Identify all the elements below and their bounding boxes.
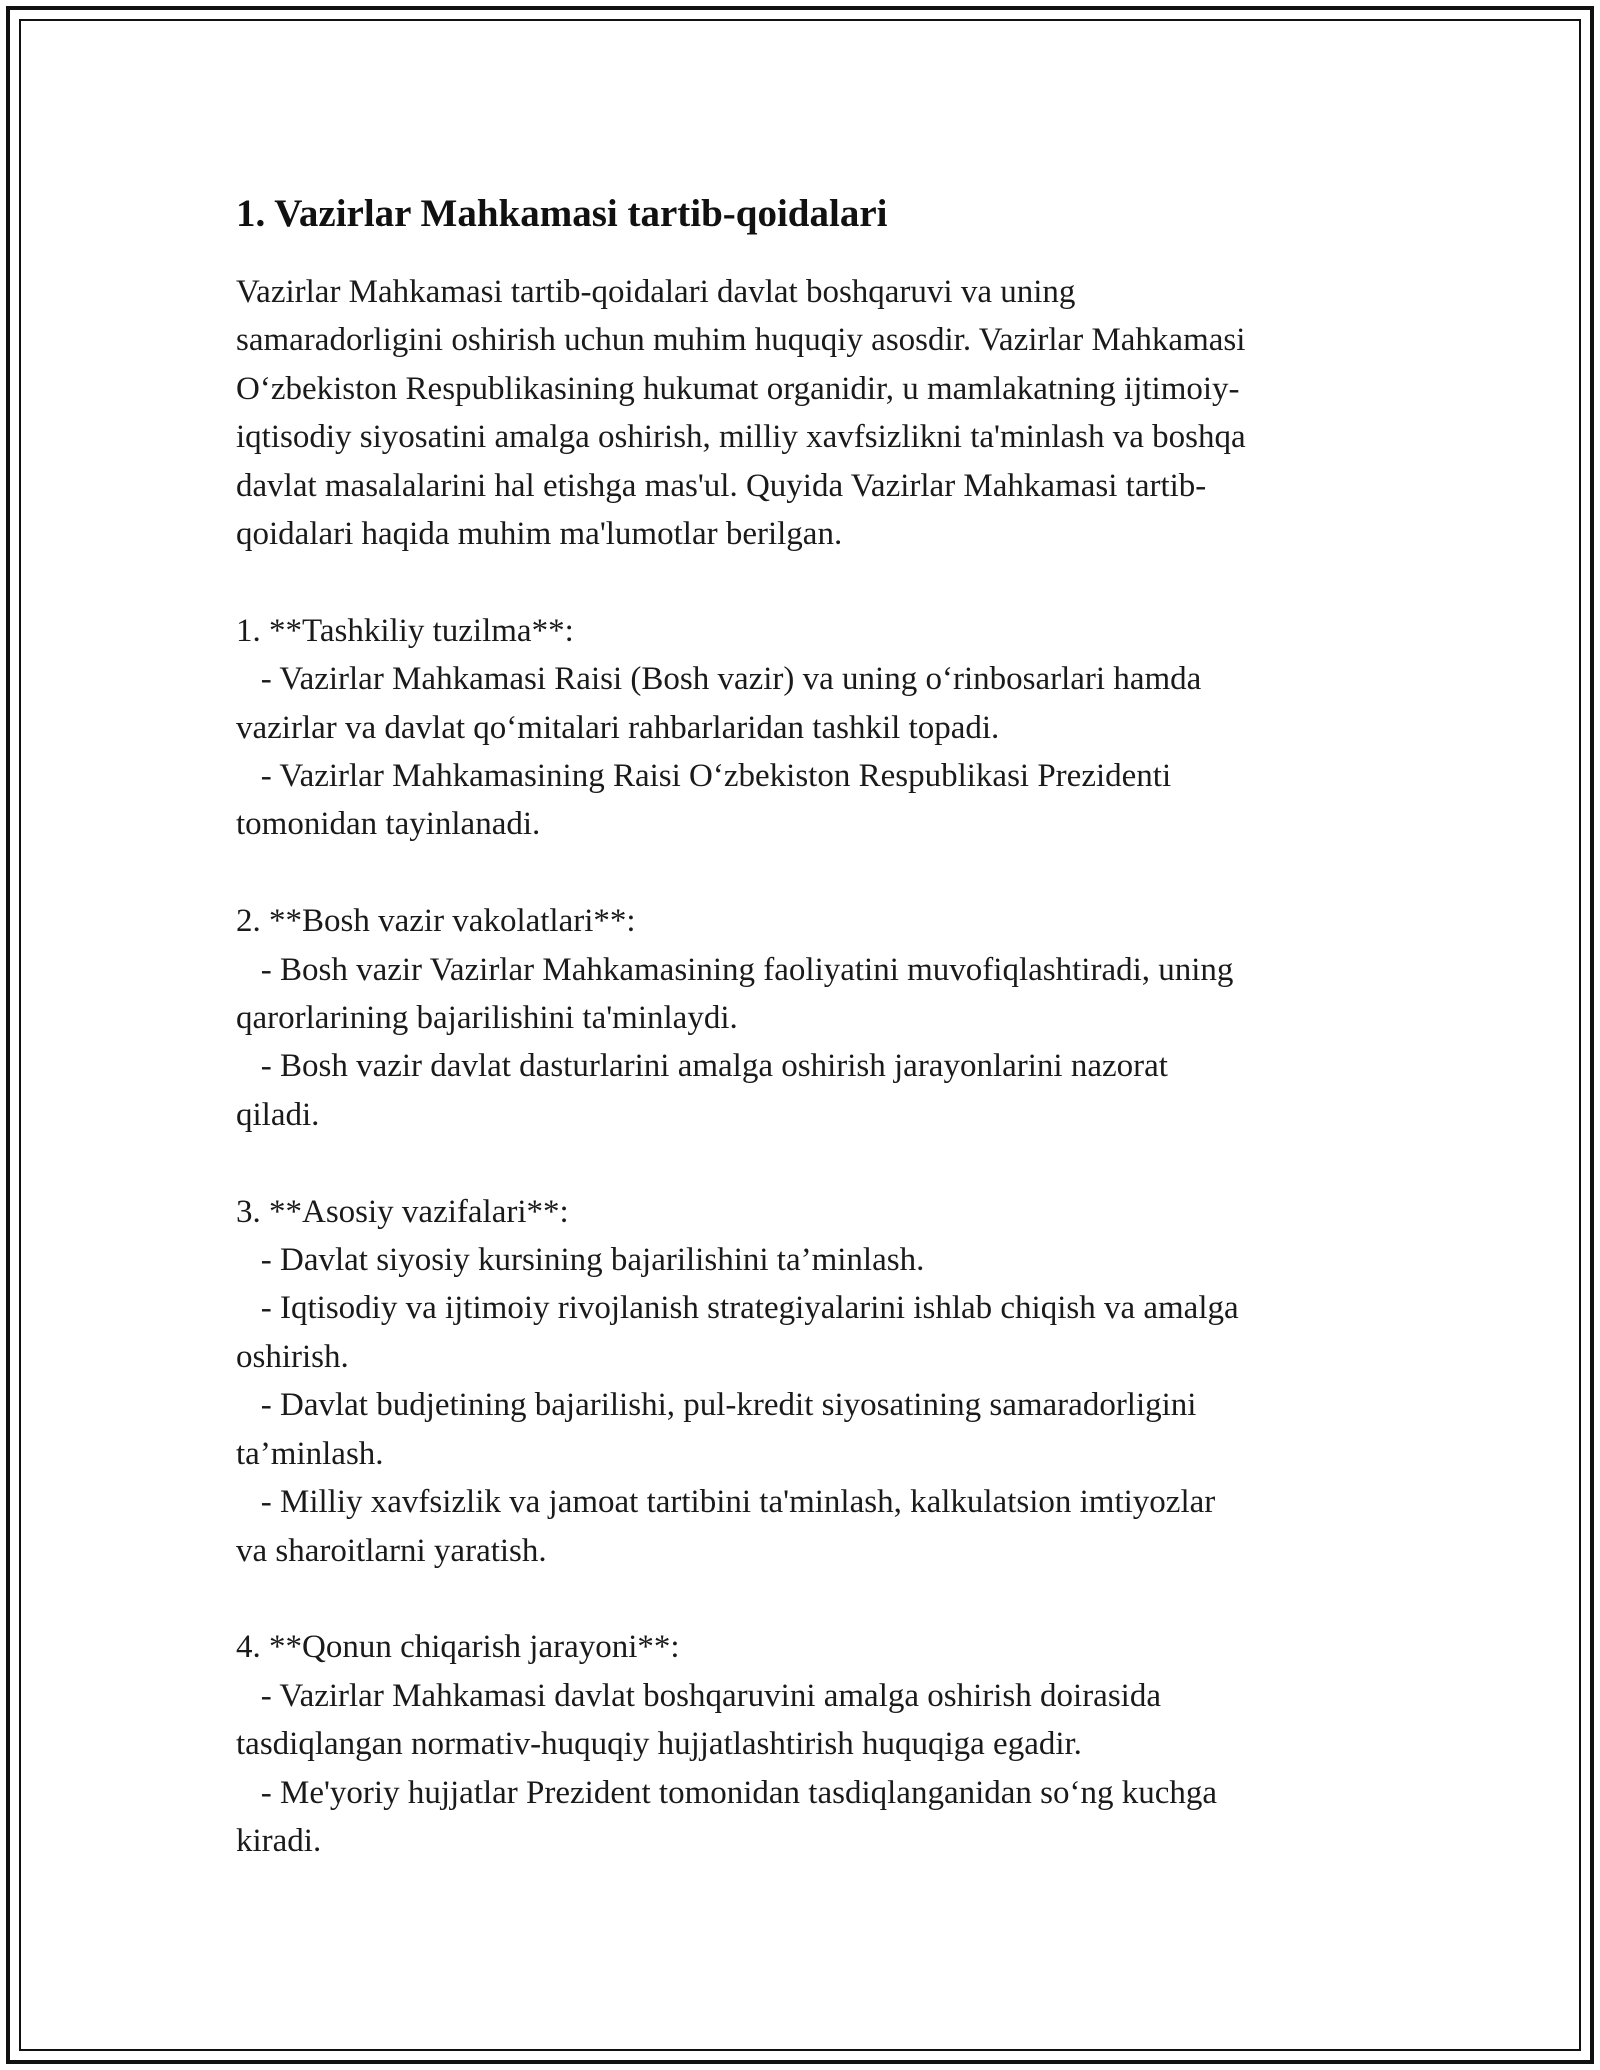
section-line: tomonidan tayinlanadi. xyxy=(236,806,541,843)
section-line: - Iqtisodiy va ijtimoiy rivojlanish strategiyalarini ishlab chiqish va amalga xyxy=(236,1290,1239,1327)
spacer xyxy=(236,849,1386,897)
intro-line: O‘zbekiston Respublikasining hukumat organidir, u mamlakatning ijtimoiy- xyxy=(236,370,1240,407)
section-qonun-chiqarish-jarayoni xyxy=(236,1623,1386,1865)
section-line: - Milliy xavfsizlik va jamoat tartibini ta'minlash, kalkulatsion imtiyozlar xyxy=(236,1484,1216,1521)
section-line: - Vazirlar Mahkamasining Raisi O‘zbekiston Respublikasi Prezidenti xyxy=(236,758,1172,795)
spacer xyxy=(236,1139,1386,1187)
section-bosh-vazir-vakolatlari xyxy=(236,897,1386,1139)
section-tashkiliy-tuzilma xyxy=(236,607,1386,849)
intro-line: iqtisodiy siyosatini amalga oshirish, milliy xavfsizlikni ta'minlash va boshqa xyxy=(236,419,1246,456)
spacer xyxy=(236,1575,1386,1623)
section-line: tasdiqlangan normativ-huquqiy hujjatlashtirish huquqiga egadir. xyxy=(236,1726,1082,1763)
intro-line: qoidalari haqida muhim ma'lumotlar berilgan. xyxy=(236,516,843,553)
section-line: vazirlar va davlat qo‘mitalari rahbarlaridan tashkil topadi. xyxy=(236,709,1000,746)
section-asosiy-vazifalari xyxy=(236,1188,1386,1575)
section-line: - Davlat siyosiy kursining bajarilishini ta’minlash. xyxy=(236,1242,925,1279)
section-line: - Vazirlar Mahkamasi Raisi (Bosh vazir) va uning o‘rinbosarlari hamda xyxy=(236,661,1202,698)
section-line: - Me'yoriy hujjatlar Prezident tomonidan tasdiqlanganidan so‘ng kuchga xyxy=(236,1774,1218,1811)
section-line: kiradi. xyxy=(236,1822,322,1859)
section-line: qarorlarining bajarilishini ta'minlaydi. xyxy=(236,1000,738,1037)
section-line: ta’minlash. xyxy=(236,1435,384,1472)
section-heading: 3. **Asosiy vazifalari**: xyxy=(236,1193,569,1230)
section-line: - Vazirlar Mahkamasi davlat boshqaruvini amalga oshirish doirasida xyxy=(236,1677,1161,1714)
document-title: 1. Vazirlar Mahkamasi tartib-qoidalari xyxy=(236,192,888,235)
intro-line: davlat masalalarini hal etishga mas'ul. Quyida Vazirlar Mahkamasi tartib- xyxy=(236,467,1207,504)
section-heading: 2. **Bosh vazir vakolatlari**: xyxy=(236,903,636,940)
section-heading: 4. **Qonun chiqarish jarayoni**: xyxy=(236,1629,680,1666)
section-line: - Davlat budjetining bajarilishi, pul-kredit siyosatining samaradorligini xyxy=(236,1387,1197,1424)
section-line: qiladi. xyxy=(236,1096,320,1133)
intro-paragraph xyxy=(236,268,1386,558)
intro-line: Vazirlar Mahkamasi tartib-qoidalari davlat boshqaruvi va uning xyxy=(236,274,1076,310)
section-heading: 1. **Tashkiliy tuzilma**: xyxy=(236,612,574,649)
spacer xyxy=(236,558,1386,606)
section-line: oshirish. xyxy=(236,1338,349,1375)
intro-line: samaradorligini oshirish uchun muhim huquqiy asosdir. Vazirlar Mahkamasi xyxy=(236,322,1246,359)
section-line: - Bosh vazir davlat dasturlarini amalga oshirish jarayonlarini nazorat xyxy=(236,1048,1168,1085)
section-line: va sharoitlarni yaratish. xyxy=(236,1532,547,1569)
document-body xyxy=(236,186,1386,1865)
section-line: - Bosh vazir Vazirlar Mahkamasining faoliyatini muvofiqlashtiradi, uning xyxy=(236,951,1234,988)
